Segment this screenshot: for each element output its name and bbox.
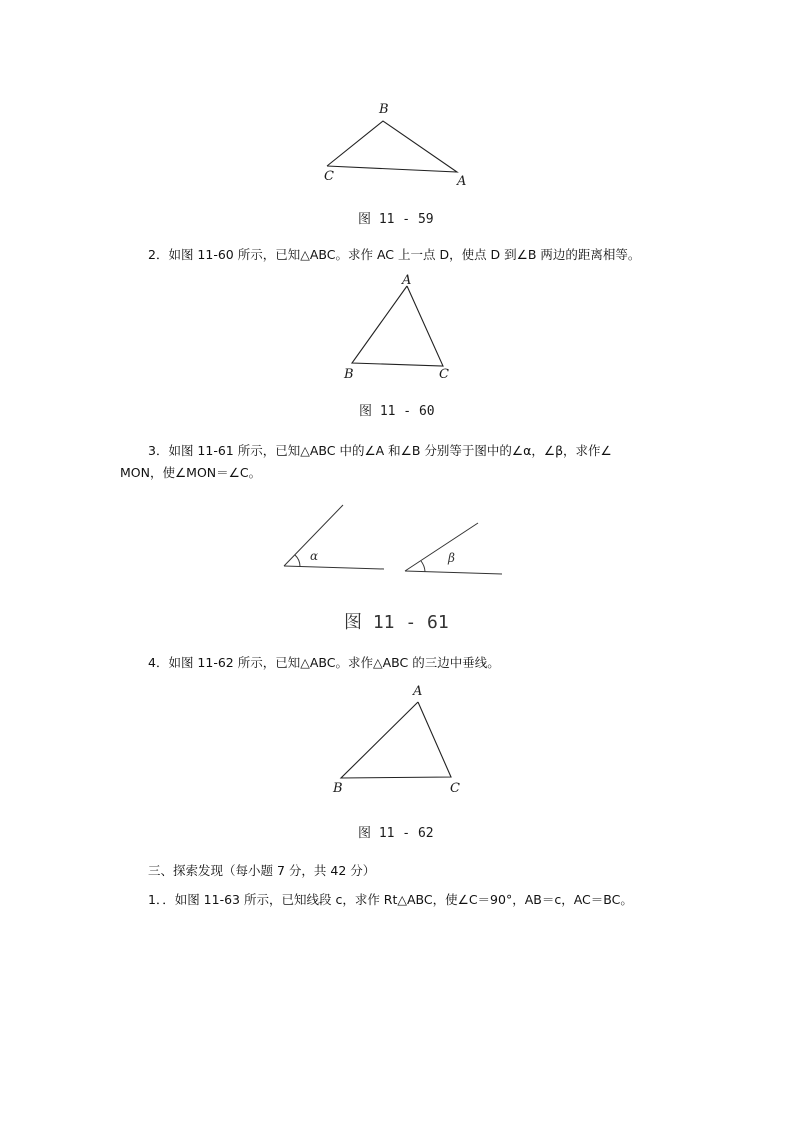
angle-alpha-ray-lower xyxy=(284,566,384,569)
section-3-title: 三、探索发现（每小题 7 分，共 42 分） xyxy=(148,863,376,878)
figure-11-62 xyxy=(326,680,471,800)
vertex-label-a: A xyxy=(457,174,467,189)
figure-11-60 xyxy=(336,270,466,385)
problem-4-text: 4．如图 11-62 所示，已知△ABC。求作△ABC 的三边中垂线。 xyxy=(148,655,500,670)
angles-11-61 xyxy=(278,498,513,583)
triangle-11-60 xyxy=(336,270,466,385)
angle-beta-ray-lower xyxy=(405,571,502,574)
problem-2-text: 2．如图 11-60 所示，已知△ABC。求作 AC 上一点 D，使点 D 到∠B 两边的距离相等。 xyxy=(148,247,641,262)
vertex-label-c: C xyxy=(450,781,460,796)
vertex-label-b: B xyxy=(344,367,354,382)
figure-caption-11-62: 图 11 - 62 xyxy=(358,826,434,841)
figure-caption-11-61: 图 11 - 61 xyxy=(344,612,449,633)
vertex-label-c: C xyxy=(439,367,449,382)
figure-11-61 xyxy=(278,498,513,583)
angle-alpha-arc xyxy=(295,555,300,567)
figure-caption-11-59: 图 11 - 59 xyxy=(358,212,434,227)
problem-3-text-line-2: MON，使∠MON＝∠C。 xyxy=(120,465,262,480)
figure-caption-11-60: 图 11 - 60 xyxy=(359,404,435,419)
vertex-label-b: B xyxy=(333,781,343,796)
section-3-question-1: 1．．如图 11-63 所示，已知线段 c，求作 Rt△ABC，使∠C＝90°，AB＝c，AC＝BC。 xyxy=(148,892,633,907)
angle-label-alpha: α xyxy=(310,549,319,563)
triangle-11-62-outline xyxy=(341,702,451,778)
angle-beta-ray-upper xyxy=(405,523,478,571)
angle-label-beta: β xyxy=(448,551,455,565)
vertex-label-b: B xyxy=(379,102,389,117)
triangle-11-62 xyxy=(326,680,471,800)
triangle-11-59 xyxy=(316,98,486,193)
triangle-11-60-outline xyxy=(352,286,443,366)
angle-beta-arc xyxy=(421,561,425,572)
vertex-label-c: C xyxy=(324,169,334,184)
figure-11-59 xyxy=(316,98,486,193)
problem-3-text-line-1: 3．如图 11-61 所示，已知△ABC 中的∠A 和∠B 分别等于图中的∠α，∠β，求作∠ xyxy=(148,443,612,458)
vertex-label-a: A xyxy=(402,273,412,288)
triangle-11-59-outline xyxy=(327,121,457,172)
vertex-label-a: A xyxy=(413,684,423,699)
